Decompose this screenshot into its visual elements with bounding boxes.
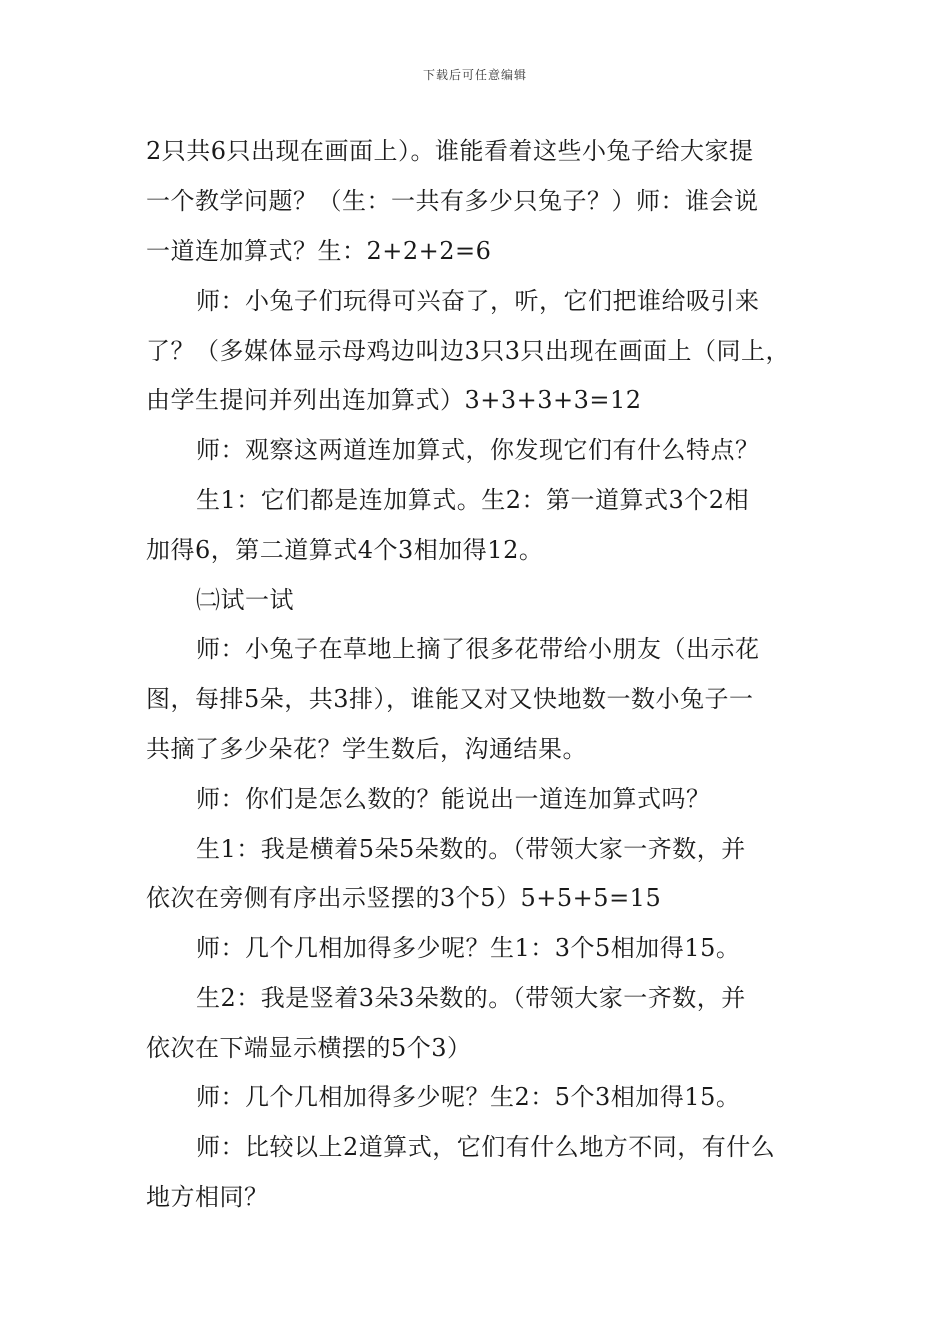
- paragraph-start-line: 师：你们是怎么数的？能说出一道连加算式吗？: [196, 785, 711, 813]
- text-line: 地方相同？: [146, 1183, 269, 1211]
- paragraph-start-line: 师：几个几相加得多少呢？生2：5个3相加得15。: [196, 1083, 741, 1111]
- text-line: 了？（多媒体显示母鸡边叫边3只3只出现在画面上（同上，: [146, 337, 791, 365]
- text-line: 依次在旁侧有序出示竖摆的3个5）5+5+5=15: [146, 884, 662, 912]
- text-line: 依次在下端显示横摆的5个3）: [146, 1034, 472, 1062]
- text-line: 共摘了多少朵花？学生数后，沟通结果。: [146, 735, 587, 763]
- text-line: 图，每排5朵，共3排），谁能又对又快地数一数小兔子一: [146, 685, 754, 713]
- paragraph-start-line: 师：小兔子们玩得可兴奋了，听，它们把谁给吸引来: [196, 287, 760, 315]
- paragraph-start-line: 师：比较以上2道算式，它们有什么地方不同，有什么: [196, 1133, 776, 1161]
- paragraph-start-line: 生1：它们都是连加算式。生2：第一道算式3个2相: [196, 486, 750, 514]
- section-heading: ㈡试一试: [196, 586, 294, 614]
- paragraph-start-line: 生2：我是竖着3朵3朵数的。（带领大家一齐数，并: [196, 984, 746, 1012]
- text-line: 加得6，第二道算式4个3相加得12。: [146, 536, 544, 564]
- page-header: 下载后可任意编辑: [422, 68, 527, 82]
- text-line: 由学生提问并列出连加算式）3+3+3+3=12: [146, 386, 642, 414]
- paragraph-start-line: 师：观察这两道连加算式，你发现它们有什么特点？: [196, 436, 760, 464]
- paragraph-start-line: 师：小兔子在草地上摘了很多花带给小朋友（出示花: [196, 635, 760, 663]
- text-line: 一个教学问题？（生：一共有多少只兔子？）师：谁会说: [146, 187, 759, 215]
- text-line: 2只共6只出现在画面上）。谁能看着这些小兔子给大家提: [146, 137, 754, 165]
- paragraph-start-line: 师：几个几相加得多少呢？生1：3个5相加得15。: [196, 934, 741, 962]
- paragraph-start-line: 生1：我是横着5朵5朵数的。（带领大家一齐数，并: [196, 835, 746, 863]
- text-line: 一道连加算式？生：2+2+2=6: [146, 237, 492, 265]
